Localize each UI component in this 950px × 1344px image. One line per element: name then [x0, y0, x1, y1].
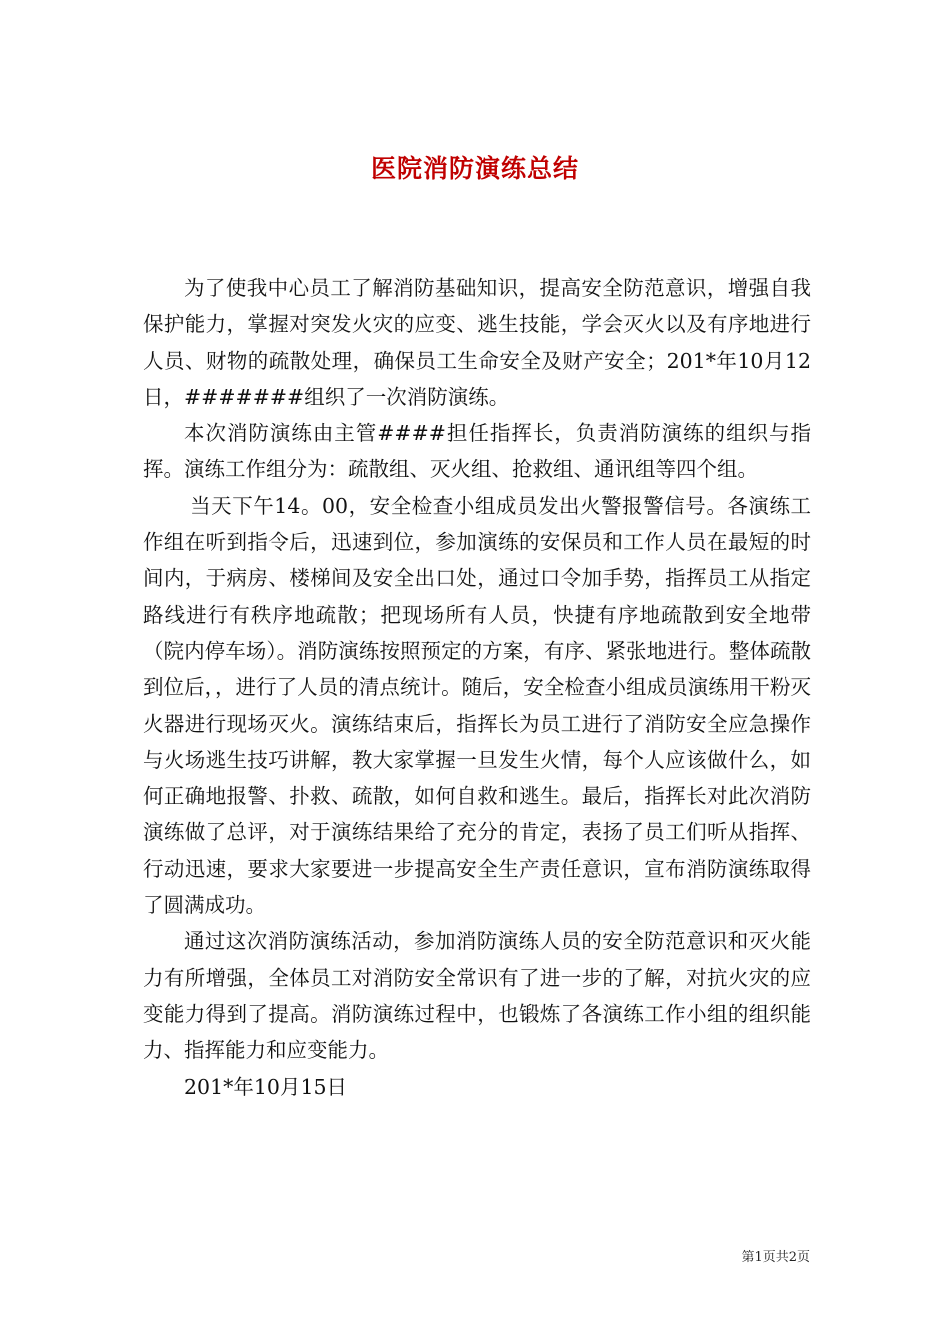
document-date: 201*年10月15日 — [184, 1074, 348, 1099]
document-title: 医院消防演练总结 — [370, 153, 579, 183]
document-body — [143, 270, 811, 1105]
paragraph-drill-process: 当天下午14。00，安全检查小组成员发出火警报警信号。各演练工作组在听到指令后，迅速到位，参加演练的安保员和工作人员在最短的时间内，于病房、楼梯间及安全出口处，通过口令加手势，指挥员工从指定路线进行有秩序地疏散；把现场所有人员，快捷有序地疏散到安全地带（院内停车场）。消防演练按照预定的方案，有序、紧张地进行。整体疏散到位后，，进行了人员的清点统计。随后，安全检查小组成员演练用干粉灭火器进行现场灭火。演练结束后，指挥长为员工进行了消防安全应急操作与火场逃生技巧讲解，教大家掌握一旦发生火情，每个人应该做什么，如何正确地报警、扑救、疏散，如何自救和逃生。最后，指挥长对此次消防演练做了总评，对于演练结果给了充分的肯定，表扬了员工们听从指挥、行动迅速，要求大家要进一步提高安全生产责任意识，宣布消防演练取得了圆满成功。 — [143, 493, 811, 918]
page-number-footer: 第1页共2页 — [741, 1250, 810, 1265]
paragraph-conclusion: 通过这次消防演练活动，参加消防演练人员的安全防范意识和灭火能力有所增强，全体员工对消防安全常识有了进一步的了解，对抗火灾的应变能力得到了提高。消防演练过程中，也锻炼了各演练工作小组的组织能力、指挥能力和应变能力。 — [143, 929, 811, 1063]
paragraph-intro: 为了使我中心员工了解消防基础知识，提高安全防范意识，增强自我保护能力，掌握对突发火灾的应变、逃生技能，学会灭火以及有序地进行人员、财物的疏散处理，确保员工生命安全及财产安全；201*年10月12日，#######组织了一次消防演练。 — [143, 276, 811, 409]
paragraph-organization: 本次消防演练由主管####担任指挥长，负责消防演练的组织与指挥。演练工作组分为：疏散组、灭火组、抢救组、通讯组等四个组。 — [143, 421, 811, 482]
